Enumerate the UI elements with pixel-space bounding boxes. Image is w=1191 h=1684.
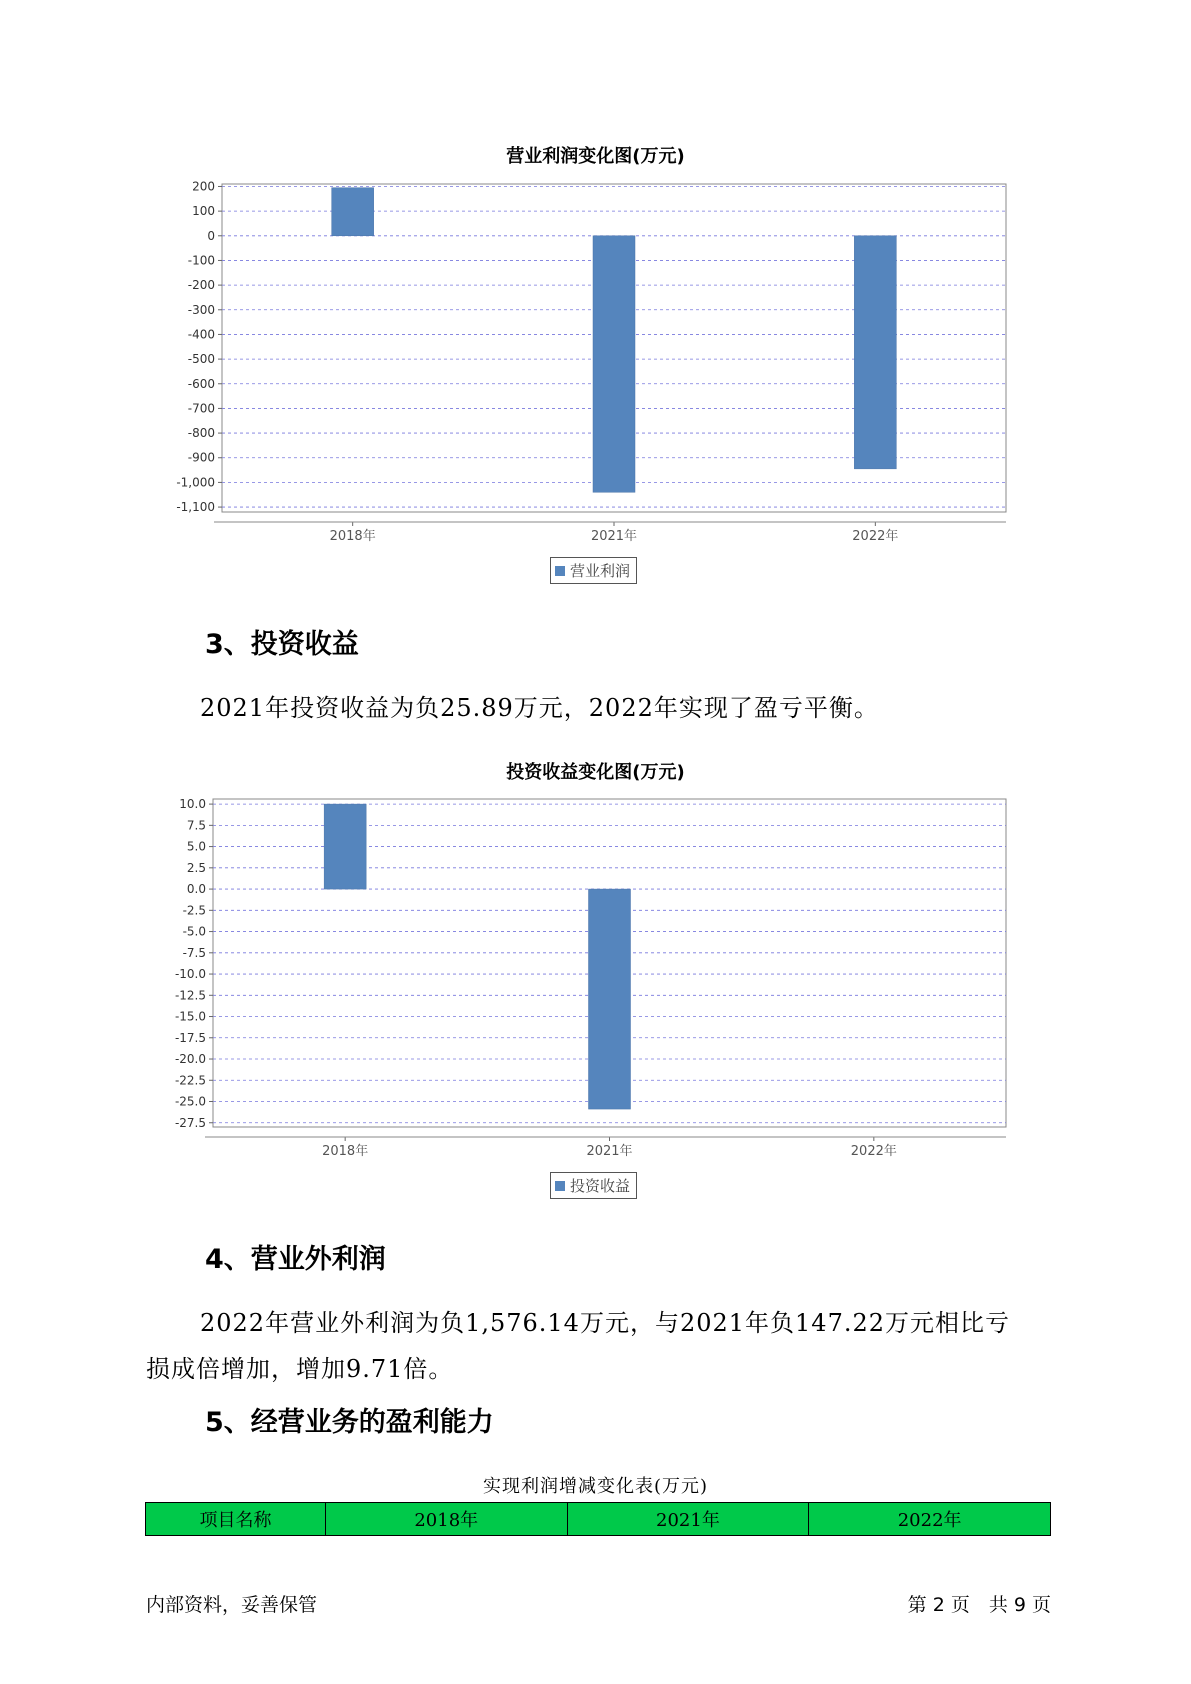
x-tick-label: 2021年 bbox=[586, 1144, 633, 1159]
y-tick-label: 10.0 bbox=[179, 797, 206, 812]
chart2-legend-label: 投资收益 bbox=[570, 1177, 631, 1195]
y-tick-label: -400 bbox=[187, 327, 215, 342]
y-tick-label: -15.0 bbox=[174, 1009, 206, 1024]
legend-swatch-icon bbox=[555, 1181, 565, 1191]
y-tick-label: -100 bbox=[187, 253, 215, 268]
y-tick-label: 0 bbox=[207, 228, 215, 243]
y-tick-label: -1,000 bbox=[176, 475, 215, 490]
y-tick-label: -500 bbox=[187, 352, 215, 367]
y-tick-label: -5.0 bbox=[182, 924, 206, 939]
section4-paragraph-line1: 2022年营业外利润为负1,576.14万元，与2021年负147.22万元相比亏 bbox=[200, 1309, 1011, 1337]
x-tick-label: 2022年 bbox=[852, 529, 899, 544]
bar bbox=[589, 889, 631, 1109]
chart2-legend bbox=[550, 1172, 637, 1199]
chart2-title: 投资收益变化图(万元) bbox=[506, 762, 685, 783]
x-tick-label: 2021年 bbox=[590, 529, 638, 544]
x-tick-label: 2022年 bbox=[850, 1144, 897, 1159]
y-tick-label: -12.5 bbox=[174, 988, 206, 1003]
y-tick-label: 200 bbox=[192, 179, 215, 194]
y-tick-label: -27.5 bbox=[174, 1115, 206, 1130]
y-tick-label: -7.5 bbox=[182, 945, 206, 960]
y-tick-label: -300 bbox=[187, 302, 215, 317]
y-tick-label: -200 bbox=[187, 278, 215, 293]
table-header-cell: 2022年 bbox=[809, 1503, 1051, 1536]
section4-paragraph-line2: 损成倍增加，增加9.71倍。 bbox=[146, 1355, 454, 1383]
chart1-title: 营业利润变化图(万元) bbox=[506, 146, 685, 167]
y-tick-label: -2.5 bbox=[182, 903, 206, 918]
chart1-legend-label: 营业利润 bbox=[570, 562, 631, 580]
y-tick-label: 0.0 bbox=[186, 882, 206, 897]
bar bbox=[324, 804, 366, 889]
table-caption: 实现利润增减变化表(万元) bbox=[482, 1476, 709, 1497]
section4-heading: 4、营业外利润 bbox=[205, 1244, 386, 1275]
footer-confidential: 内部资料，妥善保管 bbox=[146, 1594, 318, 1616]
y-tick-label: -10.0 bbox=[174, 967, 206, 982]
y-tick-label: 2.5 bbox=[186, 860, 206, 875]
y-tick-label: 5.0 bbox=[186, 839, 206, 854]
y-tick-label: 7.5 bbox=[186, 818, 206, 833]
x-tick-label: 2018年 bbox=[329, 529, 376, 544]
section3-paragraph: 2021年投资收益为负25.89万元，2022年实现了盈亏平衡。 bbox=[200, 694, 879, 722]
y-tick-label: -800 bbox=[187, 426, 215, 441]
y-tick-label: -700 bbox=[187, 401, 215, 416]
y-tick-label: -600 bbox=[187, 376, 215, 391]
y-tick-label: -900 bbox=[187, 450, 215, 465]
table-header-cell: 2021年 bbox=[567, 1503, 809, 1536]
y-tick-label: 100 bbox=[192, 204, 215, 219]
table-header-cell: 2018年 bbox=[325, 1503, 567, 1536]
y-tick-label: -25.0 bbox=[174, 1094, 206, 1109]
section5-heading: 5、经营业务的盈利能力 bbox=[205, 1407, 494, 1438]
y-tick-label: -1,100 bbox=[176, 500, 215, 515]
section3-heading: 3、投资收益 bbox=[205, 629, 359, 660]
profit-change-table bbox=[145, 1502, 1051, 1536]
table-header-row bbox=[146, 1503, 1051, 1536]
y-tick-label: -22.5 bbox=[174, 1073, 206, 1088]
table-header-cell: 项目名称 bbox=[146, 1503, 326, 1536]
footer-page-number: 第 2 页 共 9 页 bbox=[907, 1594, 1051, 1616]
y-tick-label: -17.5 bbox=[174, 1030, 206, 1045]
x-tick-label: 2018年 bbox=[322, 1144, 369, 1159]
y-tick-label: -20.0 bbox=[174, 1052, 206, 1067]
